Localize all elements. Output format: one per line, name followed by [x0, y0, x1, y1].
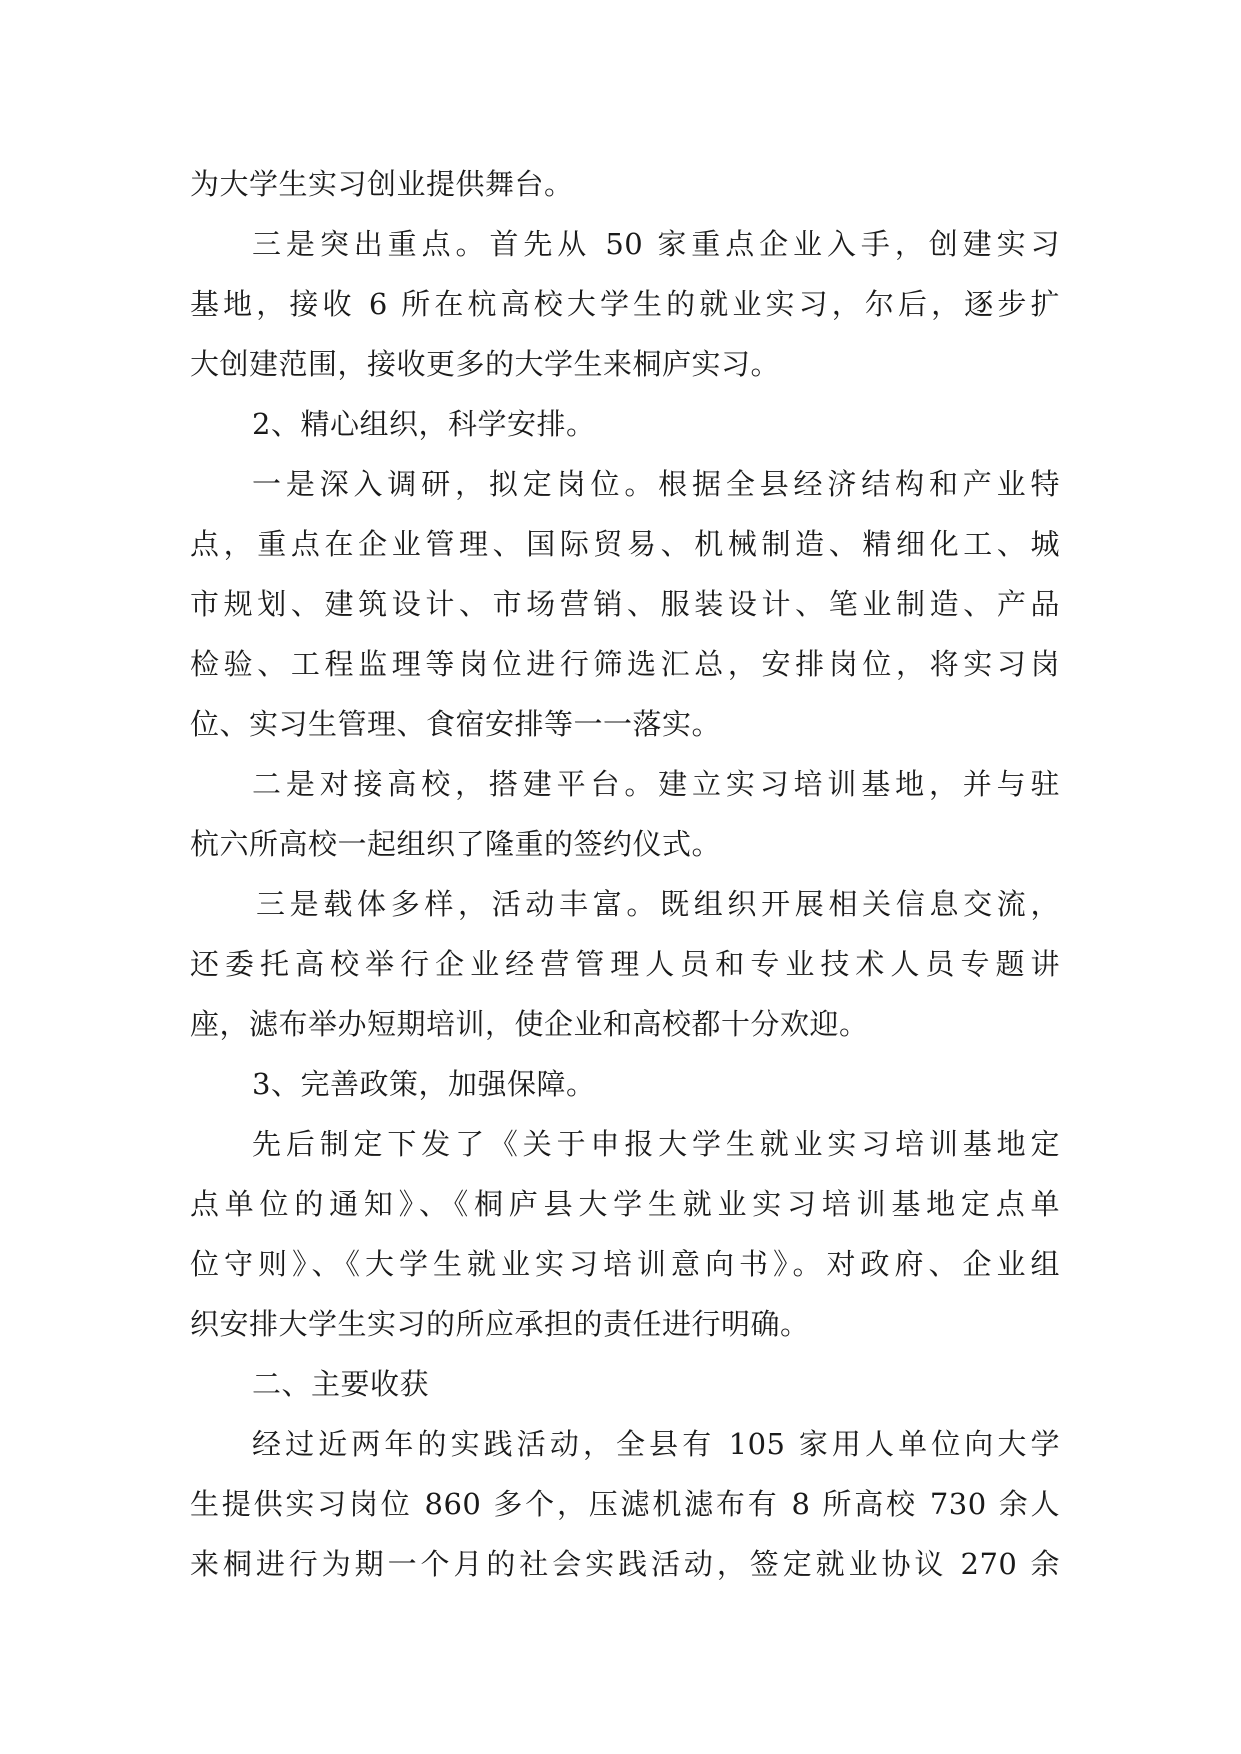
section-heading: 二、主要收获	[252, 1367, 430, 1401]
text-line: 生提供实习岗位 860 多个，压滤机滤布有 8 所高校 730 余人	[190, 1487, 1060, 1521]
paragraph-first-line: 先后制定下发了《关于申报大学生就业实习培训基地定	[252, 1127, 1060, 1161]
text-line: 座，滤布举办短期培训，使企业和高校都十分欢迎。	[190, 1007, 869, 1041]
text-line: 大创建范围，接收更多的大学生来桐庐实习。	[190, 347, 781, 381]
text-line: 为大学生实习创业提供舞台。	[190, 167, 574, 201]
document-body	[190, 154, 1060, 1594]
text-line: 杭六所高校一起组织了隆重的签约仪式。	[190, 827, 722, 861]
text-line: 位、实习生管理、食宿安排等一一落实。	[190, 707, 722, 741]
text-line: 检验、工程监理等岗位进行筛选汇总，安排岗位，将实习岗	[190, 647, 1060, 681]
text-line: 来桐进行为期一个月的社会实践活动，签定就业协议 270 余	[190, 1547, 1060, 1581]
text-line: 点单位的通知》、《桐庐县大学生就业实习培训基地定点单	[190, 1187, 1060, 1221]
text-line: 织安排大学生实习的所应承担的责任进行明确。	[190, 1307, 810, 1341]
paragraph-first-line: 经过近两年的实践活动，全县有 105 家用人单位向大学	[252, 1427, 1060, 1461]
text-line: 还委托高校举行企业经营管理人员和专业技术人员专题讲	[190, 947, 1060, 981]
paragraph-first-line: 三是突出重点。首先从 50 家重点企业入手，创建实习	[252, 227, 1060, 261]
text-line: 点，重点在企业管理、国际贸易、机械制造、精细化工、城	[190, 527, 1060, 561]
paragraph-first-line: 一是深入调研，拟定岗位。根据全县经济结构和产业特	[252, 467, 1060, 501]
paragraph-first-line: 二是对接高校，搭建平台。建立实习培训基地，并与驻	[252, 767, 1060, 801]
text-line: 基地，接收 6 所在杭高校大学生的就业实习，尔后，逐步扩	[190, 287, 1060, 321]
text-line: 市规划、建筑设计、市场营销、服装设计、笔业制造、产品	[190, 587, 1060, 621]
section-heading: 2、精心组织，科学安排。	[252, 407, 596, 441]
text-line: 位守则》、《大学生就业实习培训意向书》。对政府、企业组	[190, 1247, 1060, 1281]
section-heading: 3、完善政策，加强保障。	[252, 1067, 596, 1101]
paragraph-first-line: 三是载体多样，活动丰富。既组织开展相关信息交流，	[256, 887, 1060, 921]
